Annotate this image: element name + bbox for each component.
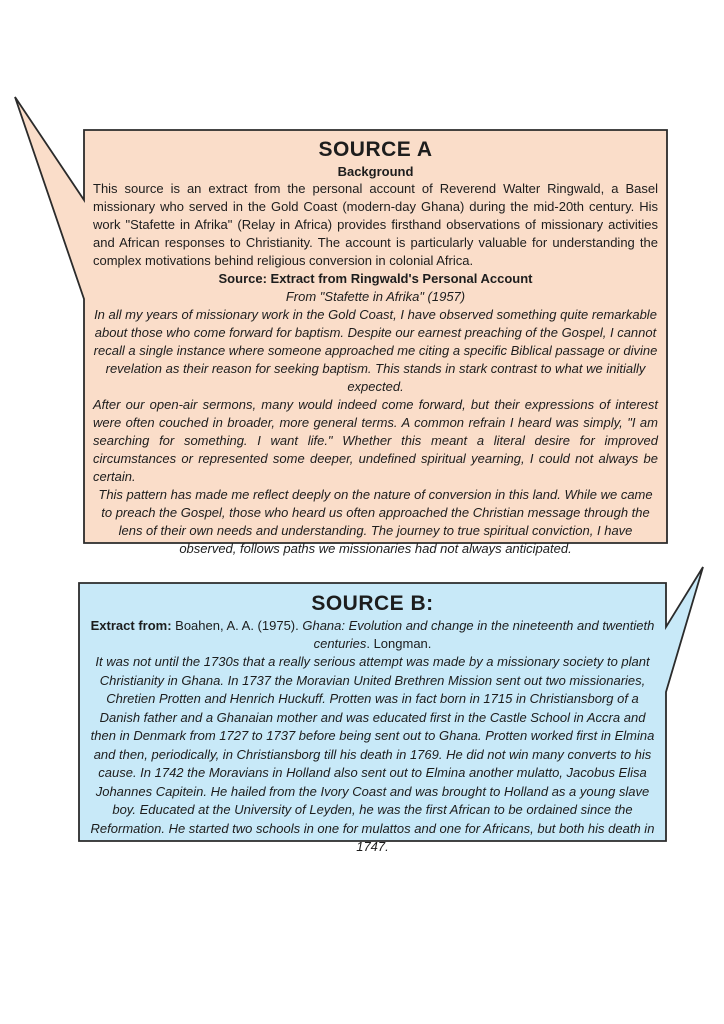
source-a-quote <box>93 306 658 558</box>
source-a-title: SOURCE A <box>318 138 433 161</box>
source-b-citation-label: Extract from: <box>90 618 172 633</box>
source-b-citation-title: Ghana: Evolution and change in the nineteenth and twentieth centuries <box>302 618 655 651</box>
source-a-quote-paragraph-1: In all my years of missionary work in the Gold Coast, I have observed something quite remarkable about those who come forward for baptism. Despite our earnest preaching of the Gospel, I cannot recall a single instance where someone approached me citing a specific Biblical passage or divine revelation as their reason for seeking baptism. This stands in stark contrast to what we initially expected. <box>93 307 658 394</box>
source-a-quote-paragraph-3: This pattern has made me reflect deeply on the nature of conversion in this land. While we came to preach the Gospel, those who heard us often approached the Christian message through the lens of their own needs and understanding. The journey to true spiritual conviction, I have observed, follows paths we missionaries had not always anticipated. <box>98 487 653 556</box>
source-b-quote: It was not until the 1730s that a really serious attempt was made by a missionary society to plant Christianity in Ghana. In 1737 the Moravian United Brethren Mission sent out two missionaries, Chretien Protten and Henrich Huckuff. Protten was in fact born in 1715 in Christiansborg of a Danish father and a Ghanaian mother and was educated first in the Castle School in Accra and then in Denmark from 1727 to 1737 before being sent out to Ghana. Protten worked first in Elmina and then, periodically, in Christiansborg till his death in 1769. He did not win many converts to his cause. In 1742 the Moravians in Holland also sent out to Elmina another mulatto, Jacobus Elisa Johannes Capitein. He hailed from the Ivory Coast and was brought to Holland as a young slave boy. Educated at the University of Leyden, he was the first African to be ordained since the Reformation. He started two schools in one for mulattos and one for Africans, but both his death in 1747. <box>90 654 655 854</box>
source-a-quote-paragraph-2: After our open-air sermons, many would indeed come forward, but their expressions of interest were often couched in broader, more general terms. A common refrain I heard was simply, "I am searching for something. I want life." Whether this meant a literal desire for improved circumstances or represented some deeper, undefined spiritual yearning, I could not always be certain. <box>93 397 658 484</box>
source-b-citation-author: Boahen, A. A. (1975). <box>171 618 303 633</box>
source-a-source-heading: Source: Extract from Ringwald's Personal Account <box>218 271 533 286</box>
source-a-source-subheading: From "Stafette in Afrika" (1957) <box>285 289 466 304</box>
source-a-background-heading: Background <box>337 164 414 179</box>
source-a-background-text: This source is an extract from the personal account of Reverend Walter Ringwald, a Basel missionary who served in the Gold Coast (modern-day Ghana) during the mid-20th century. His work "Stafette in Afrika" (Relay in Africa) provides firsthand observations of missionary activities and African responses to Christianity. The account is particularly valuable for understanding the complex motivations behind religious conversion in colonial Africa. <box>93 181 658 268</box>
source-b-citation <box>88 617 657 653</box>
source-b-title: SOURCE B: <box>311 592 434 615</box>
source-b-citation-publisher: . Longman. <box>366 636 432 651</box>
source-a-box <box>93 137 658 558</box>
source-b-box <box>88 591 657 857</box>
